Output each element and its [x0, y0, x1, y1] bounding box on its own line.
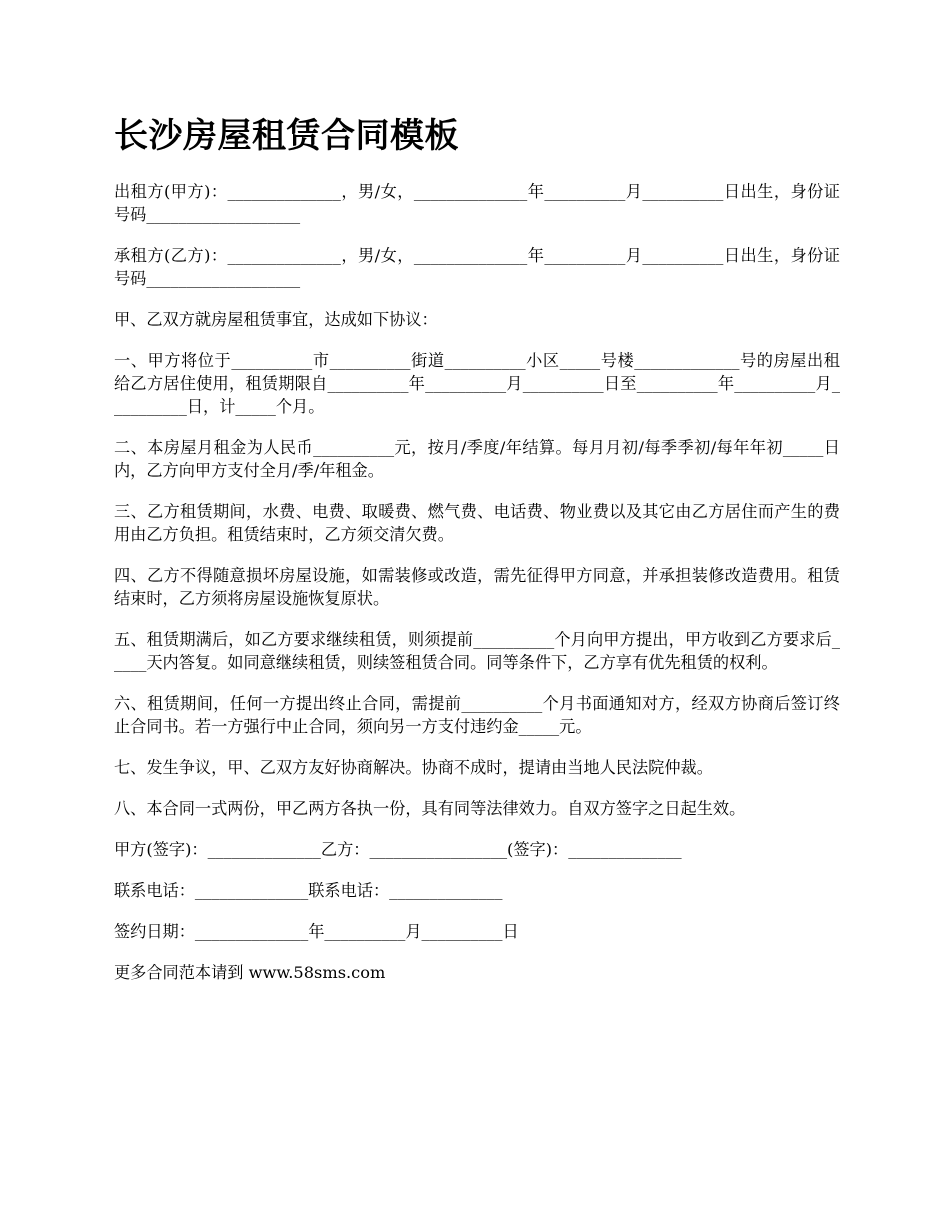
lessor-info: 出租方(甲方)：______________，男/女，______________年__________月__________日出生，身份证号码___________________ [114, 182, 840, 224]
clause-3: 三、乙方租赁期间，水费、电费、取暖费、燃气费、电话费、物业费以及其它由乙方居住而产生的费用由乙方负担。租赁结束时，乙方须交清欠费。 [114, 502, 840, 544]
signing-date-line: 签约日期：______________年__________月__________日 [114, 922, 519, 941]
lessee-info: 承租方(乙方)：______________，男/女，______________年__________月__________日出生，身份证号码___________________ [114, 246, 840, 288]
clause-4: 四、乙方不得随意损坏房屋设施，如需装修或改造，需先征得甲方同意，并承担装修改造费用。租赁结束时，乙方须将房屋设施恢复原状。 [114, 566, 840, 608]
signature-line: 甲方(签字)：______________乙方：_________________(签字)：______________ [114, 840, 682, 859]
document-title: 长沙房屋租赁合同模板 [114, 116, 459, 156]
document-page [114, 112, 840, 984]
clause-6: 六、租赁期间，任何一方提出终止合同，需提前__________个月书面通知对方，经双方协商后签订终止合同书。若一方强行中止合同，须向另一方支付违约金_____元。 [114, 694, 840, 736]
clause-7: 七、发生争议，甲、乙双方友好协商解决。协商不成时，提请由当地人民法院仲裁。 [114, 758, 713, 777]
clause-2: 二、本房屋月租金为人民币__________元，按月/季度/年结算。每月月初/每季季初/每年年初_____日内，乙方向甲方支付全月/季/年租金。 [114, 438, 840, 480]
footer-more-templates: 更多合同范本请到 www.58sms.com [114, 963, 386, 982]
agreement-intro: 甲、乙双方就房屋租赁事宜，达成如下协议： [114, 310, 438, 329]
clause-8: 八、本合同一式两份，甲乙两方各执一份，具有同等法律效力。自双方签字之日起生效。 [114, 799, 746, 818]
clause-1: 一、甲方将位于__________市__________街道__________小区_____号楼_____________号的房屋出租给乙方居住使用，租赁期限自__________年__________月__________日至__________年__________月__________日，计_____个月。 [114, 351, 840, 416]
contact-phone-line: 联系电话：______________联系电话：______________ [114, 881, 503, 900]
clause-5: 五、租赁期满后，如乙方要求继续租赁，则须提前__________个月向甲方提出，甲方收到乙方要求后_____天内答复。如同意继续租赁，则续签租赁合同。同等条件下，乙方享有优先租赁的权利。 [114, 630, 840, 672]
